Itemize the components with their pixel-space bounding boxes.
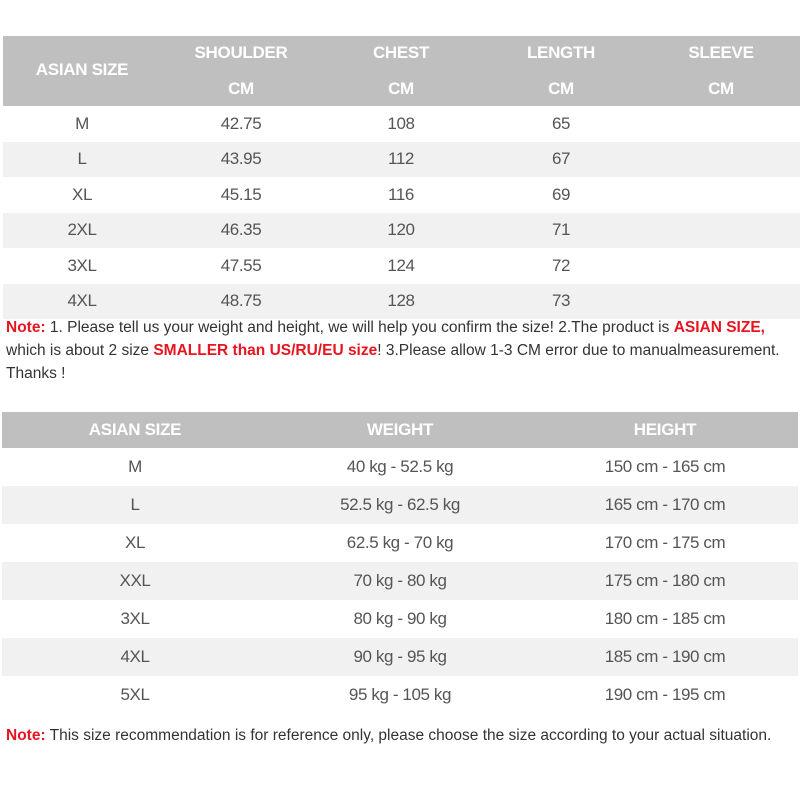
cell-chest: 120 — [387, 220, 415, 240]
header-chest-unit: CM — [388, 79, 414, 98]
cell-length: 67 — [551, 149, 571, 169]
table-row — [2, 486, 798, 524]
cell-shoulder: 45.15 — [220, 184, 262, 204]
cell-size: M — [128, 457, 142, 476]
note-highlight-smaller: SMALLER than US/RU/EU size — [153, 342, 378, 359]
table-row — [2, 562, 798, 600]
recommendation-note — [6, 724, 798, 747]
cell-length: 71 — [551, 220, 571, 240]
table-row — [2, 524, 798, 562]
cell-sleeve — [641, 284, 800, 320]
cell-sleeve — [641, 142, 800, 178]
cell-weight: 95 kg - 105 kg — [348, 685, 452, 704]
note-label: Note: — [6, 727, 46, 744]
cell-height: 180 cm - 185 cm — [604, 609, 726, 628]
note-label: Note: — [6, 319, 46, 336]
cell-chest: 112 — [388, 149, 414, 169]
header-length-unit: CM — [548, 79, 574, 98]
cell-height: 190 cm - 195 cm — [604, 685, 726, 704]
table-row — [2, 676, 798, 714]
cell-chest: 108 — [387, 113, 415, 133]
cell-size: 3XL — [67, 255, 97, 275]
cell-length: 73 — [551, 291, 571, 311]
table-row — [2, 638, 798, 676]
cell-sleeve — [641, 106, 800, 142]
table-row — [3, 106, 800, 142]
cell-sleeve — [641, 248, 800, 284]
cell-sleeve — [641, 177, 800, 213]
table-row — [3, 284, 800, 320]
cell-height: 175 cm - 180 cm — [604, 571, 726, 590]
cell-weight: 80 kg - 90 kg — [353, 609, 447, 628]
cell-chest: 128 — [387, 291, 415, 311]
cell-size: 2XL — [67, 220, 97, 240]
cell-size: 4XL — [67, 291, 97, 311]
cell-size: 5XL — [120, 685, 150, 704]
table-row — [3, 248, 800, 284]
cell-shoulder: 48.75 — [220, 291, 262, 311]
cell-weight: 62.5 kg - 70 kg — [346, 533, 454, 552]
note-text: 1. Please tell us your weight and height, we will help you confirm the size! 2.The product is — [45, 319, 674, 336]
table-row — [3, 142, 800, 178]
cell-weight: 70 kg - 80 kg — [353, 571, 447, 590]
cell-height: 150 cm - 165 cm — [604, 457, 726, 476]
header-sleeve: SLEEVE — [688, 43, 754, 62]
table-row — [3, 213, 800, 249]
recommendation-table-header — [2, 412, 798, 448]
header-sleeve-unit: CM — [708, 79, 734, 98]
cell-height: 170 cm - 175 cm — [604, 533, 726, 552]
cell-chest: 124 — [387, 255, 415, 275]
cell-weight: 90 kg - 95 kg — [353, 647, 447, 666]
cell-shoulder: 47.55 — [220, 255, 262, 275]
cell-weight: 52.5 kg - 62.5 kg — [340, 495, 460, 514]
cell-shoulder: 42.75 — [220, 113, 262, 133]
cell-size: L — [77, 149, 87, 169]
cell-size: XL — [72, 184, 92, 204]
table-row — [2, 448, 798, 486]
header-weight: WEIGHT — [366, 420, 434, 439]
note-highlight-asian-size: ASIAN SIZE, — [673, 319, 765, 336]
measurement-table — [3, 36, 800, 319]
cell-sleeve — [641, 213, 800, 249]
header-asian-size: ASIAN SIZE — [88, 420, 182, 439]
cell-size: M — [75, 113, 89, 133]
size-note — [6, 316, 798, 385]
measurement-table-header — [3, 36, 800, 106]
cell-size: XXL — [119, 571, 151, 590]
cell-size: 3XL — [120, 609, 150, 628]
cell-size: XL — [125, 533, 145, 552]
cell-length: 72 — [551, 255, 571, 275]
header-asian-size: ASIAN SIZE — [35, 60, 129, 79]
header-height: HEIGHT — [633, 420, 697, 439]
cell-height: 185 cm - 190 cm — [604, 647, 726, 666]
table-row — [3, 177, 800, 213]
cell-weight: 40 kg - 52.5 kg — [346, 457, 454, 476]
cell-shoulder: 43.95 — [220, 149, 262, 169]
cell-height: 165 cm - 170 cm — [604, 495, 726, 514]
cell-size: L — [130, 495, 140, 514]
recommendation-table — [2, 412, 798, 714]
note-text: This size recommendation is for reference only, please choose the size according to your actual situation. — [45, 727, 772, 744]
table-row — [2, 600, 798, 638]
cell-shoulder: 46.35 — [220, 220, 262, 240]
note-text: ! 3.Please allow 1-3 CM error due to manualmeasurement. Thanks ! — [6, 342, 780, 382]
note-text: which is about 2 size — [6, 342, 154, 359]
cell-chest: 116 — [388, 184, 414, 204]
header-shoulder: SHOULDER — [194, 43, 288, 62]
header-shoulder-unit: CM — [228, 79, 254, 98]
cell-length: 69 — [551, 184, 571, 204]
cell-length: 65 — [551, 113, 571, 133]
header-chest: CHEST — [372, 43, 430, 62]
cell-size: 4XL — [120, 647, 150, 666]
header-length: LENGTH — [526, 43, 596, 62]
